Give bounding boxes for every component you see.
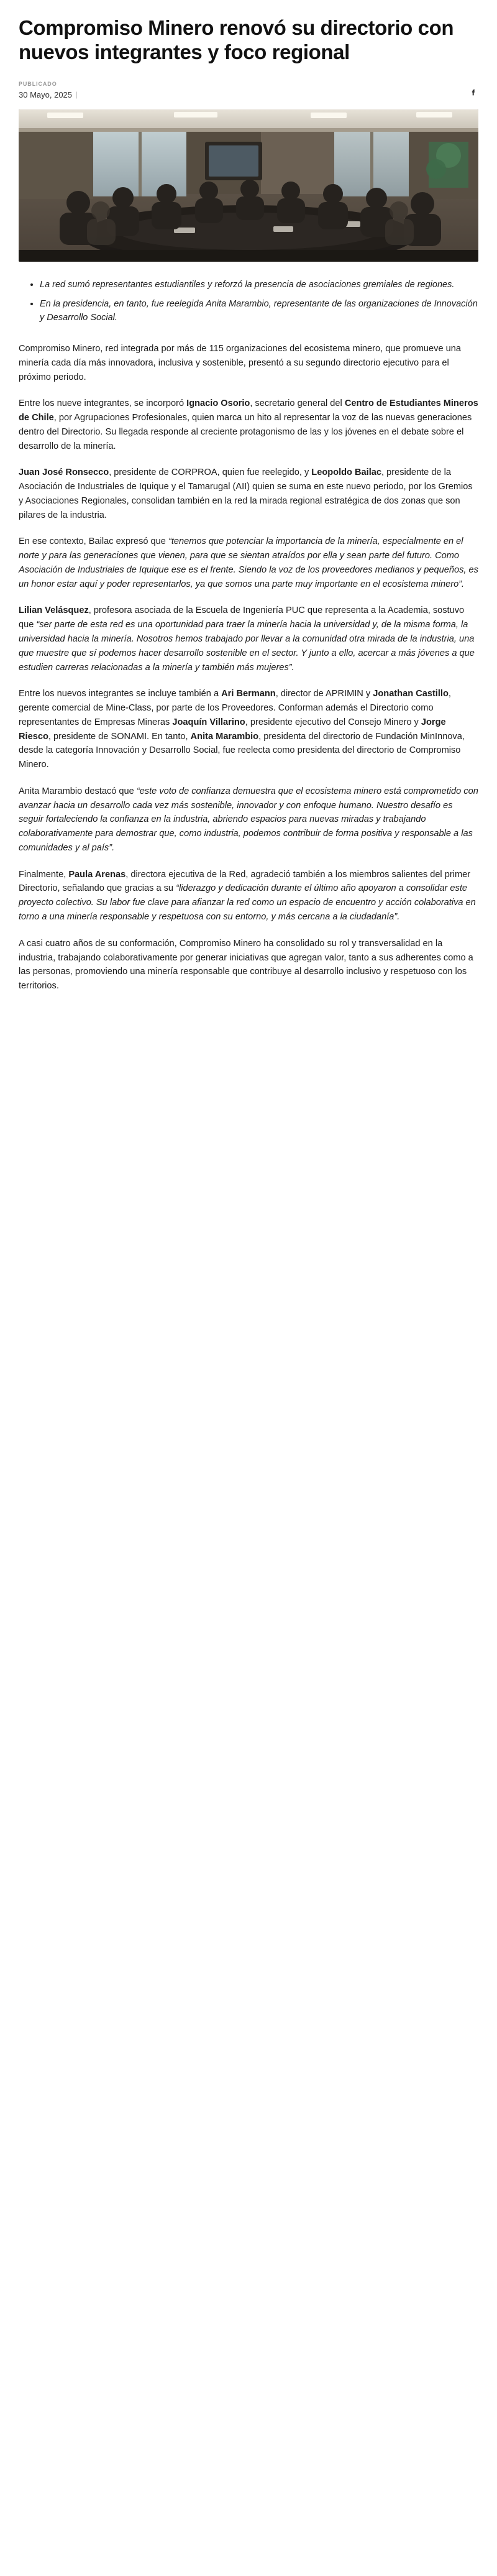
text-run: Entre los nuevos integrantes se incluye también a bbox=[19, 689, 222, 699]
article-meta bbox=[19, 81, 478, 99]
text-run: Compromiso Minero, red integrada por más de 115 organizaciones del ecosistema minero, que promueve una minería cada día más innovadora, inclusiva y sostenible, presentó a su segundo directorio ejecutivo para el próximo periodo. bbox=[19, 343, 461, 382]
share-bar bbox=[468, 81, 478, 98]
emphasis-name: Joaquín Villarino bbox=[172, 717, 245, 727]
article-body bbox=[19, 342, 478, 993]
text-run: En ese contexto, Bailac expresó que bbox=[19, 536, 168, 547]
text-run: , profesora asociada de la Escuela de Ingeniería PUC que representa a la Academia, sostuvo que bbox=[19, 605, 465, 630]
text-run: “este voto de confianza demuestra que el ecosistema minero está comprometido con avanzar hacia un desarrollo cada vez más sostenible, innovador y con enfoque humano. Nuestro desafío es seguir fortaleciendo la confianza en la industria, abriendo espacios para nuevas miradas y trabajando colaborativamente para demostrar que, como industria, podemos contribuir de forma positiva y responsable a las comunidades y al país”. bbox=[19, 786, 478, 853]
body-paragraph bbox=[19, 937, 478, 993]
body-paragraph bbox=[19, 604, 478, 674]
emphasis-name: Ari Bermann bbox=[221, 689, 276, 699]
body-paragraph bbox=[19, 687, 478, 772]
text-run: , presidente de la Asociación de Industriales de Iquique y el Tamarugal (AII) quien se suma en este nuevo periodo, por los Gremios y Asociaciones Regionales, consolidan también en la red la mirada regional estratégica de dos zonas que son pilares de la industria. bbox=[19, 467, 473, 520]
body-paragraph bbox=[19, 397, 478, 453]
text-run: , gerente comercial de Mine-Class, por parte de los Proveedores. Conforman además el Directorio como representantes de Empresas Mineras bbox=[19, 689, 451, 727]
body-paragraph bbox=[19, 466, 478, 522]
text-run: Anita Marambio destacó que bbox=[19, 786, 137, 796]
text-run: , presidente de CORPROA, quien fue reelegido, y bbox=[109, 467, 312, 478]
list-item: • En la presidencia, en tanto, fue reelegida Anita Marambio, representante de las organizaciones de Innovación y Desarrollo Social. bbox=[40, 297, 478, 324]
emphasis-name: Juan José Ronsecco bbox=[19, 467, 109, 478]
text-run: , presidente de SONAMI. En tanto, bbox=[48, 731, 191, 742]
emphasis-name: Lilian Velásquez bbox=[19, 605, 89, 616]
text-run: “ser parte de esta red es una oportunidad para traer la minería hacia la universidad y, de la misma forma, la universidad hacia la minería. Nosotros hemos trabajado por llevar a la comunidad otra mirada de la industria, una que muestre que sí podemos hacer desarrollo sostenible en el sector. Y junto a ello, acercar a más jóvenes a que estudien carreras relacionadas a la minería y también más mujeres”. bbox=[19, 620, 475, 673]
emphasis-name: Ignacio Osorio bbox=[186, 398, 250, 409]
text-run: , por Agrupaciones Profesionales, quien marca un hito al representar la voz de las nuevas generaciones dentro del Directorio. Su llegada responde al creciente protagonismo de las y los jóvenes en el debate sobre el desarrollo de la minería. bbox=[19, 413, 472, 451]
emphasis-name: Anita Marambio bbox=[190, 731, 259, 742]
publish-date-row bbox=[19, 90, 78, 99]
text-run: , director de APRIMIN y bbox=[275, 689, 373, 699]
publish-date: 30 Mayo, 2025 bbox=[19, 90, 73, 99]
text-run: Entre los nueve integrantes, se incorporó bbox=[19, 398, 187, 409]
text-run: “liderazgo y dedicación durante el último año apoyaron a consolidar este proyecto colectivo. Su labor fue clave para afianzar la red como un espacio de encuentro y acción colaborativa en torno a una minería responsable y respetuosa con su entorno, y más cercana a la ciudadanía”. bbox=[19, 883, 476, 922]
meta-separator: | bbox=[76, 90, 78, 99]
meta-left bbox=[19, 81, 78, 99]
text-run: Finalmente, bbox=[19, 869, 69, 880]
body-paragraph bbox=[19, 342, 478, 384]
published-label: PUBLICADO bbox=[19, 80, 57, 87]
list-item: • La red sumó representantes estudiantiles y reforzó la presencia de asociaciones gremiales de regiones. bbox=[40, 278, 478, 292]
body-paragraph bbox=[19, 784, 478, 855]
text-run: , secretario general del bbox=[250, 398, 345, 409]
body-paragraph bbox=[19, 868, 478, 924]
text-run: , presidenta del directorio de Fundación MinInnova, desde la categoría Innovación y Desarrollo Social, fue reelecta como presidenta del directorio de Compromiso Minero. bbox=[19, 731, 465, 770]
facebook-icon[interactable] bbox=[468, 88, 478, 98]
page-title: Compromiso Minero renovó su directorio con nuevos integrantes y foco regional bbox=[19, 16, 454, 63]
emphasis-name: Centro de Estudiantes Mineros de Chile bbox=[19, 398, 478, 423]
hero-image bbox=[19, 109, 478, 262]
emphasis-name: Leopoldo Bailac bbox=[311, 467, 382, 478]
summary-bullets bbox=[19, 278, 478, 324]
text-run: , directora ejecutiva de la Red, agradeció también a los miembros salientes del primer Directorio, señalando que gracias a su bbox=[19, 869, 471, 894]
body-paragraph bbox=[19, 535, 478, 591]
emphasis-name: Jorge Riesco bbox=[19, 717, 446, 742]
text-run: , presidente ejecutivo del Consejo Minero y bbox=[245, 717, 421, 727]
text-run: “tenemos que potenciar la importancia de la minería, especialmente en el norte y para las generaciones que vienen, para que se sientan atraídos por ella y sean parte del futuro. Como Asociación de Industriales de Iquique ese es el frente. Siendo la voz de los proveedores medianos y pequeños, es un honor estar aquí y poder representarlos, ya que somos una parte muy importante en el ecosistema minero”. bbox=[19, 536, 478, 589]
emphasis-name: Paula Arenas bbox=[68, 869, 126, 880]
emphasis-name: Jonathan Castillo bbox=[373, 689, 449, 699]
text-run: A casi cuatro años de su conformación, Compromiso Minero ha consolidado su rol y transversalidad en la industria, trabajando colaborativamente por generar iniciativas que agregan valor, tanto a sus adherentes como a las personas, promoviendo una minería responsable que contribuye al desarrollo inclusivo y respetuoso con los territorios. bbox=[19, 938, 473, 991]
